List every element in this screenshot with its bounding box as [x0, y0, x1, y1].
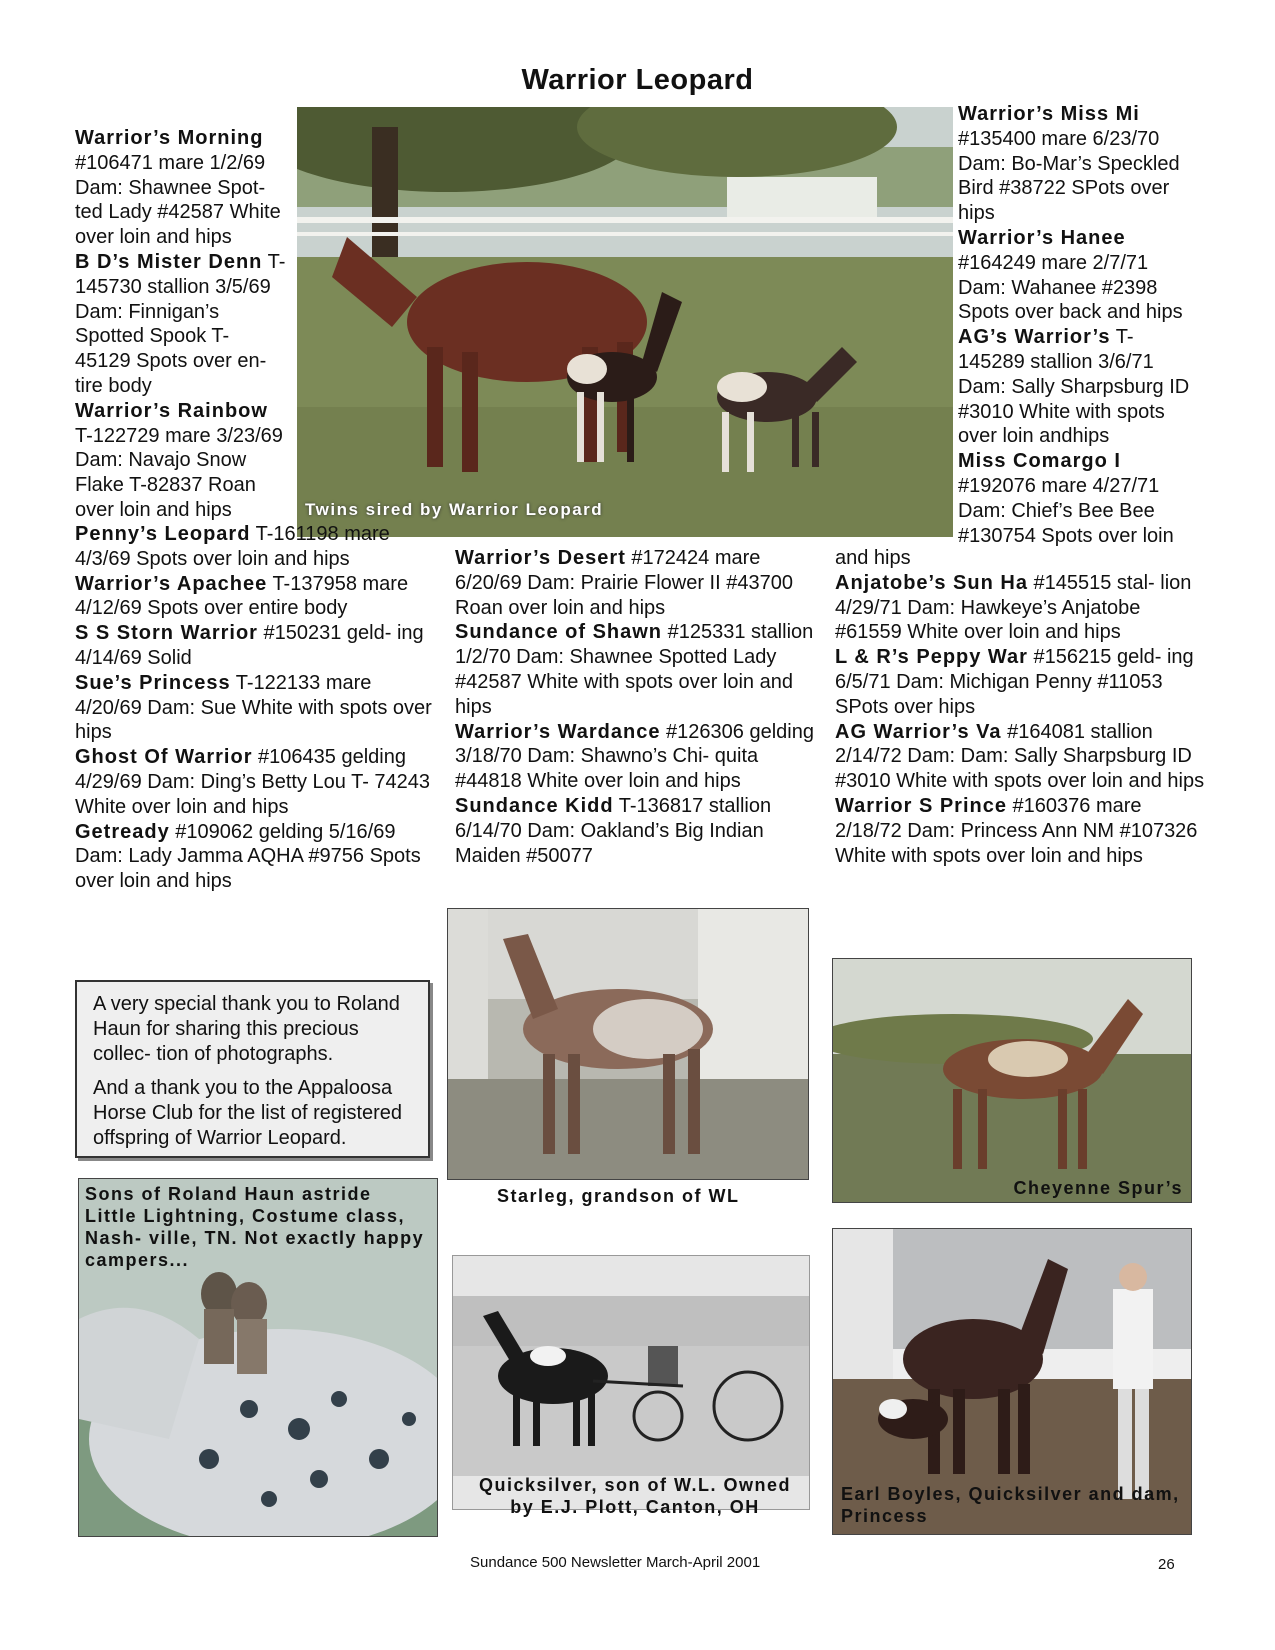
horse-details: T-122729 mare 3/23/69 Dam: Navajo Snow Flake T-82837 Roan over loin and hips	[75, 424, 283, 521]
offspring-entry	[75, 126, 290, 250]
offspring-entry	[455, 794, 815, 868]
horse-details: T-136817 stallion 6/14/70 Dam: Oakland’s Big Indian Maiden #50077	[455, 794, 772, 867]
earl-photo	[832, 1228, 1192, 1535]
offspring-entry	[958, 449, 1198, 548]
offspring-entry	[835, 794, 1205, 868]
horse-name: Warrior’s Hanee	[958, 226, 1126, 249]
horse-name: Miss Comargo I	[958, 450, 1121, 473]
starleg-caption: Starleg, grandson of WL	[497, 1186, 740, 1206]
horse-details: #125331 stallion 1/2/70 Dam: Shawnee Spotted Lady #42587 White with spots over loin and hips	[455, 621, 814, 718]
horse-name: B D’s Mister Denn	[75, 250, 263, 273]
newsletter-footer: Sundance 500 Newsletter March-April 2001	[470, 1554, 761, 1571]
horse-name: L & R’s Peppy War	[835, 646, 1028, 669]
quicksilver-caption: Quicksilver, son of W.L. Owned by E.J. Plott, Canton, OH	[478, 1475, 792, 1517]
horse-name: AG’s Warrior’s	[958, 326, 1111, 349]
horse-details: #156215 geld- ing 6/5/71 Dam: Michigan Penny #11053 SPots over hips	[835, 646, 1194, 718]
cheyenne-photo	[832, 958, 1192, 1203]
horse-details: #109062 gelding 5/16/69 Dam: Lady Jamma AQHA #9756 Spots over loin and hips	[75, 820, 421, 893]
horse-details: #106471 mare 1/2/69 Dam: Shawnee Spot- ted Lady #42587 White over loin and hips	[75, 151, 281, 249]
thanks-paragraph-2: And a thank you to the Appaloosa Horse Club for the list of registered offspring of Warrior Leopard.	[93, 1077, 403, 1149]
quicksilver-photo	[452, 1255, 810, 1510]
horse-name: Sundance of Shawn	[455, 621, 663, 644]
horse-name: Warrior’s Rainbow	[75, 399, 268, 422]
offspring-entry	[75, 820, 435, 894]
horse-details: T-137958 mare 4/12/69 Spots over entire body	[75, 572, 409, 620]
sons-photo	[78, 1178, 438, 1537]
horse-name: Sundance Kidd	[455, 794, 614, 817]
horse-details: #172424 mare 6/20/69 Dam: Prairie Flower II #43700 Roan over loin and hips	[455, 547, 793, 619]
right-bottom-list	[835, 571, 1205, 869]
offspring-entry	[958, 102, 1198, 226]
right-bottom-lead: and hips	[835, 547, 911, 569]
horse-name: Warrior’s Miss Mi	[958, 103, 1140, 125]
horse-details: #160376 mare 2/18/72 Dam: Princess Ann NM #107326 White with spots over loin and hips	[835, 794, 1198, 867]
horse-details: #192076 mare 4/27/71 Dam: Chief’s Bee Bee #130754 Spots over loin	[958, 474, 1174, 547]
page-number: 26	[1158, 1556, 1175, 1573]
horse-details: #145515 stal- lion 4/29/71 Dam: Hawkeye’s Anjatobe #61559 White over loin and hips	[835, 571, 1192, 644]
twins-photo	[297, 107, 953, 537]
left-top-column	[75, 126, 290, 523]
horse-details: #150231 geld- ing 4/14/69 Solid	[75, 622, 424, 669]
offspring-entry	[455, 720, 815, 794]
horse-details: T-145289 stallion 3/6/71 Dam: Sally Sharpsburg ID #3010 White with spots over loin andhips	[958, 326, 1190, 448]
horse-details: #135400 mare 6/23/70 Dam: Bo-Mar’s Speckled Bird #38722 SPots over hips	[958, 127, 1180, 225]
horse-name: Penny’s Leopard	[75, 523, 251, 545]
left-bottom-column	[75, 522, 435, 894]
offspring-entry	[75, 522, 435, 572]
cheyenne-caption: Cheyenne Spur’s	[1013, 1178, 1183, 1198]
page-title: Warrior Leopard	[521, 64, 754, 96]
sons-caption: Sons of Roland Haun astride Little Lightning, Costume class, Nash- ville, TN. Not exactly happy campers...	[85, 1184, 425, 1270]
horse-name: Getready	[75, 820, 170, 843]
offspring-entry	[835, 571, 1205, 645]
offspring-entry	[75, 399, 290, 523]
thanks-paragraph-1: A very special thank you to Roland Haun for sharing this precious collec- tion of photographs.	[93, 993, 400, 1065]
horse-name: S S Storn Warrior	[75, 622, 258, 645]
offspring-entry	[455, 546, 815, 620]
offspring-entry	[835, 720, 1205, 794]
offspring-entry	[75, 621, 435, 671]
right-top-column	[958, 102, 1198, 548]
horse-name: Anjatobe’s Sun Ha	[835, 571, 1028, 594]
twins-caption: Twins sired by Warrior Leopard	[305, 500, 604, 519]
starleg-photo	[447, 908, 809, 1180]
horse-name: Warrior’s Wardance	[455, 720, 661, 743]
offspring-entry	[835, 645, 1205, 719]
thanks-box	[75, 980, 430, 1158]
horse-details: T-145730 stallion 3/5/69 Dam: Finnigan’s Spotted Spook T- 45129 Spots over en- tire body	[75, 250, 286, 397]
horse-details: T-161198 mare 4/3/69 Spots over loin and hips	[75, 523, 390, 570]
offspring-entry	[455, 620, 815, 719]
horse-details: #126306 gelding 3/18/70 Dam: Shawno’s Chi- quita #44818 White over loin and hips	[455, 720, 814, 793]
earl-caption: Earl Boyles, Quicksilver and dam, Princess	[841, 1484, 1180, 1526]
offspring-entry	[958, 226, 1198, 325]
offspring-entry	[75, 572, 435, 622]
offspring-entry	[75, 671, 435, 745]
horse-name: Warrior’s Desert	[455, 547, 626, 569]
offspring-entry	[75, 250, 290, 399]
horse-name: Warrior’s Morning	[75, 127, 264, 149]
horse-details: #164249 mare 2/7/71 Dam: Wahanee #2398 Spots over back and hips	[958, 251, 1183, 324]
horse-details: #106435 gelding 4/29/69 Dam: Ding’s Betty Lou T- 74243 White over loin and hips	[75, 746, 431, 818]
offspring-entry	[958, 325, 1198, 449]
horse-name: AG Warrior’s Va	[835, 720, 1002, 743]
horse-name: Warrior S Prince	[835, 794, 1007, 817]
horse-name: Warrior’s Apachee	[75, 572, 268, 595]
horse-details: #164081 stallion 2/14/72 Dam: Dam: Sally Sharpsburg ID #3010 White with spots over loin and hips	[835, 720, 1205, 793]
horse-details: T-122133 mare 4/20/69 Dam: Sue White with spots over hips	[75, 671, 432, 744]
middle-column	[455, 546, 815, 868]
right-bottom-column	[835, 546, 1205, 868]
offspring-entry	[75, 745, 435, 819]
horse-name: Sue’s Princess	[75, 671, 231, 694]
horse-name: Ghost Of Warrior	[75, 746, 253, 769]
